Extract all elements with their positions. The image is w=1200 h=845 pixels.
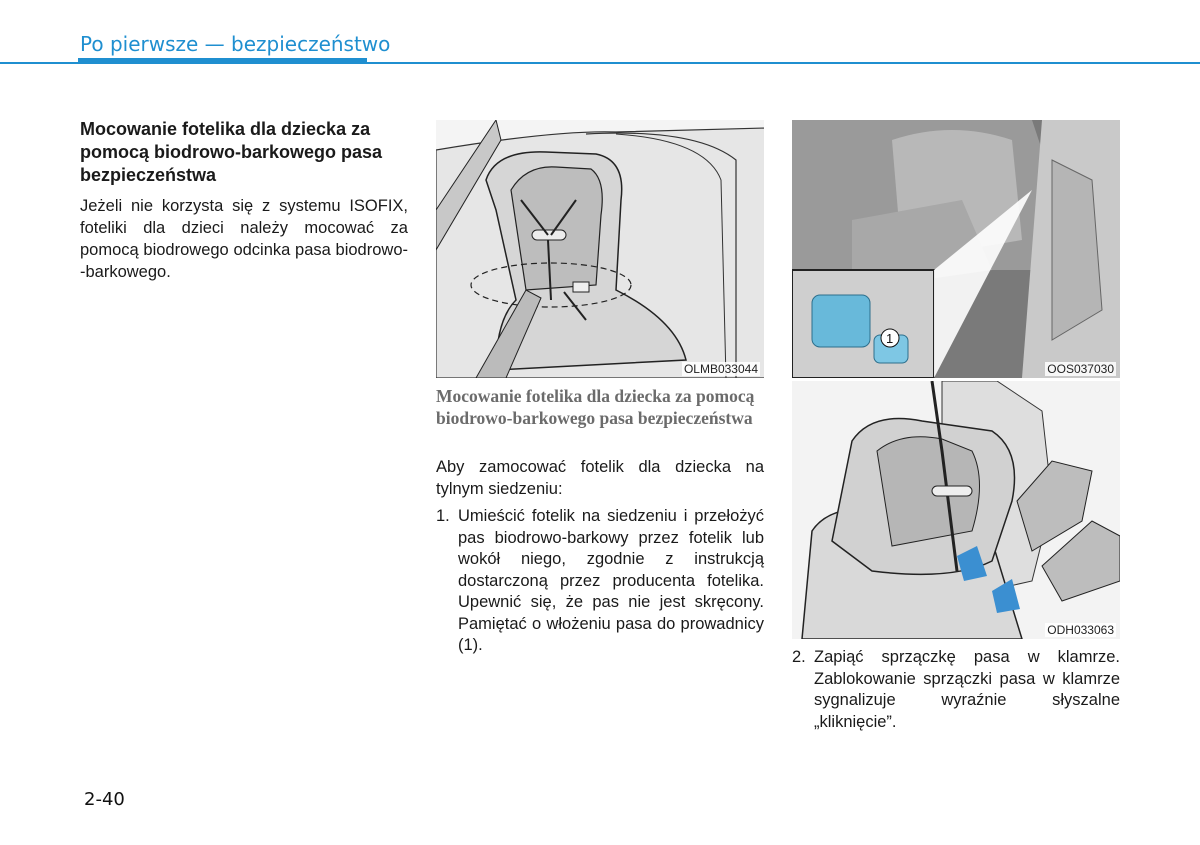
instructions: [436, 456, 764, 657]
section-heading: Mocowanie fotelika dla dziecka za pomocą biodrowo-barkowego pasa bezpieczeństwa: [80, 119, 383, 185]
figure-child-seat-illustration: [436, 120, 764, 378]
rear-seat-belt-guide-icon: [792, 120, 1120, 378]
list-item: [792, 647, 1120, 733]
list-item-text: Zapiąć sprzączkę pasa w klamrze. Zablokowanie sprzączki pasa w klamrze sygnalizuje wyraźnie słyszalne „kliknięcie”.: [814, 648, 1120, 731]
buckling-seat-belt-icon: [792, 381, 1120, 639]
figure-code: OOS037030: [1047, 362, 1114, 376]
instructions-continued: [792, 647, 1120, 733]
child-seat-on-rear-seat-icon: [436, 120, 764, 378]
list-item-number: 1.: [436, 507, 450, 525]
list-item: [436, 506, 764, 657]
page-number: 2-40: [84, 789, 125, 810]
section-intro: [80, 118, 408, 283]
figure-belt-guide-photo: [792, 120, 1120, 378]
figure-buckling-illustration: [792, 381, 1120, 639]
figure-code: OLMB033044: [683, 362, 758, 376]
figure-code: ODH033063: [1047, 623, 1114, 637]
header-title: Po pierwsze — bezpieczeństwo: [80, 32, 391, 56]
section-intro-text: Jeżeli nie korzysta się z systemu ISOFIX, foteliki dla dzieci należy mocować za pomocą biodrowego odcinka pasa biodrowo--barkowego.: [80, 197, 408, 281]
callout-number: 1: [886, 331, 894, 346]
instructions-lead: Aby zamocować fotelik dla dziecka na tylnym siedzeniu:: [436, 458, 764, 498]
list-item-text: Umieścić fotelik na siedzeniu i przełożyć pas biodrowo-barkowy przez fotelik lub wokół niego, zgodnie z instrukcją dostarczoną przez producenta fotelika. Upewnić się, że pas nie jest skręcony. Pamiętać o włożeniu pasa do prowadnicy (1).: [458, 507, 764, 654]
header-accent-bar: [78, 58, 367, 64]
list-item-number: 2.: [792, 648, 806, 666]
caption-heading: Mocowanie fotelika dla dziecka za pomocą biodrowo-barkowego pasa bezpieczeństwa: [436, 386, 755, 428]
